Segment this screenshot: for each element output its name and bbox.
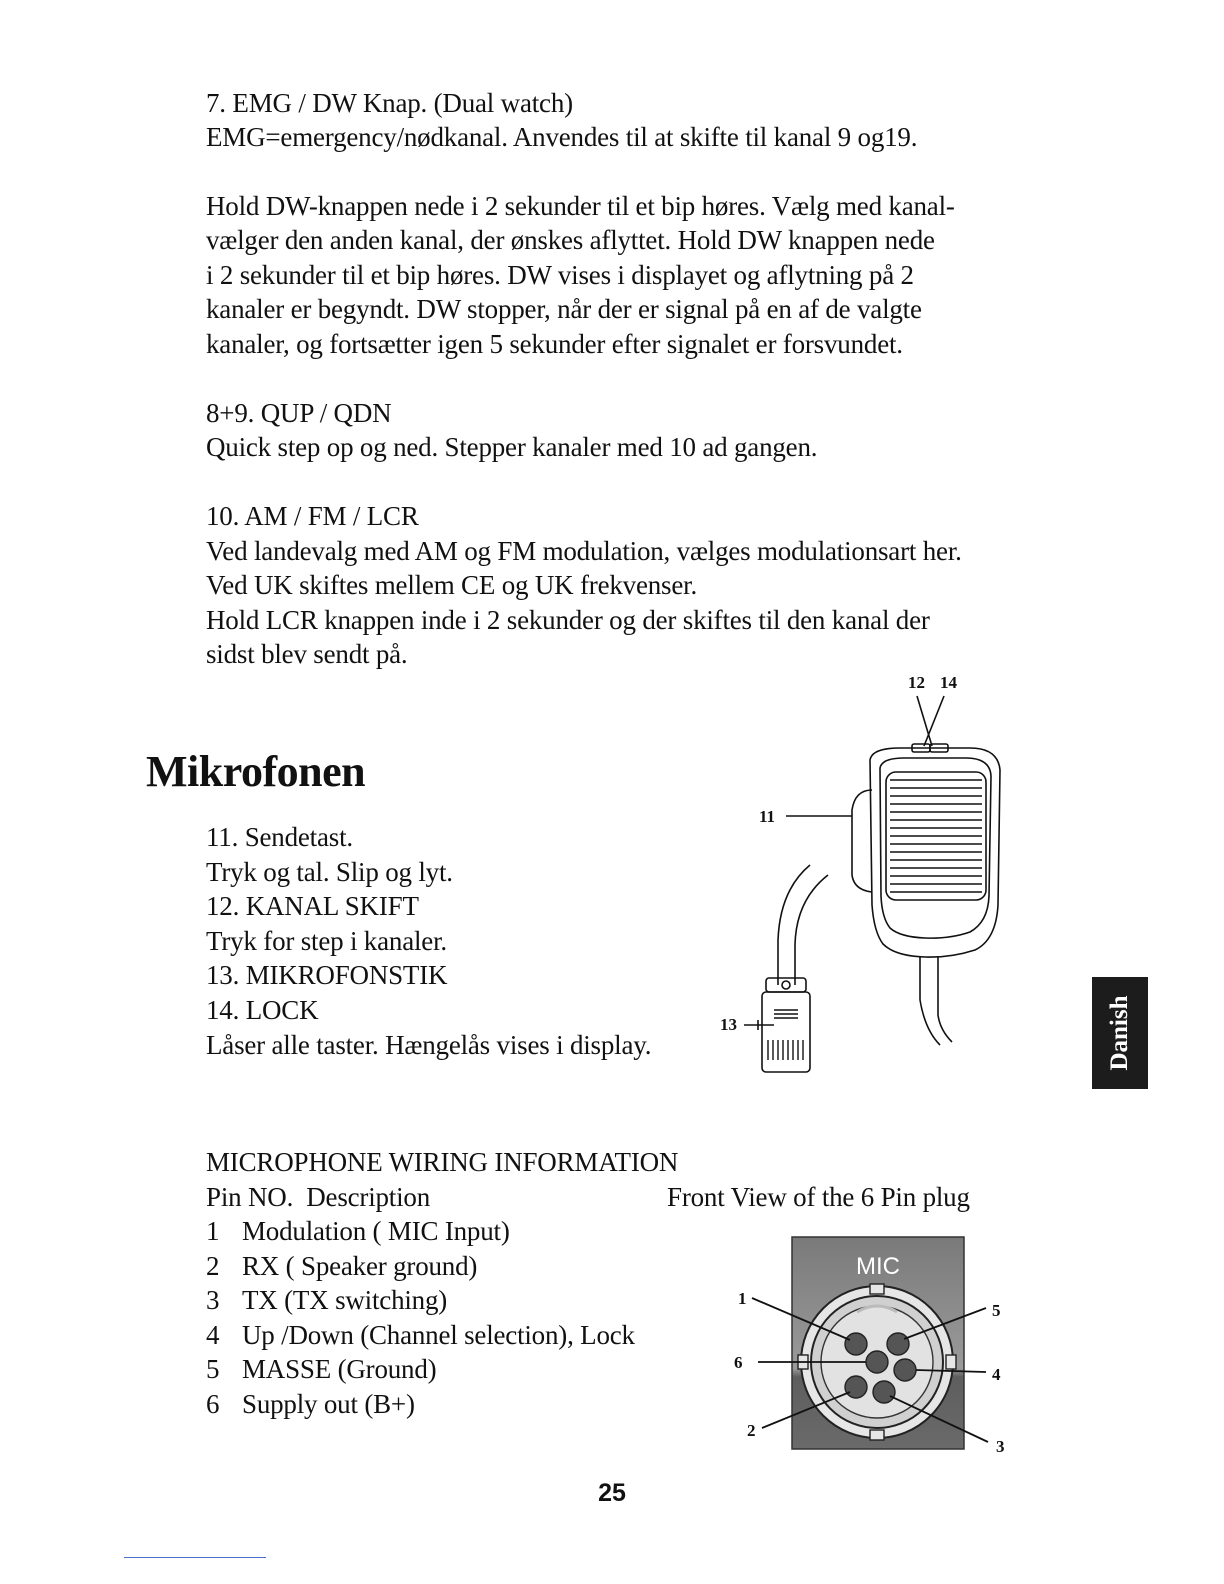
- label-13: 13: [720, 1015, 737, 1034]
- emg-description: EMG=emergency/nødkanal. Anvendes til at skifte til kanal 9 og19.: [206, 122, 918, 152]
- pin-row: [206, 1283, 447, 1318]
- pin-row: [206, 1214, 510, 1249]
- pin-number: 5: [206, 1354, 220, 1384]
- plug-pin-2: 2: [747, 1421, 756, 1440]
- plug-pin-4: 4: [992, 1365, 1001, 1384]
- mic-item-line: Låser alle taster. Hængelås vises i display.: [206, 1030, 652, 1060]
- plug-pin-3: 3: [996, 1437, 1005, 1456]
- wiring-title: MICROPHONE WIRING INFORMATION: [206, 1147, 679, 1177]
- pin-number: 3: [206, 1285, 220, 1315]
- pin-description: Modulation ( MIC Input): [242, 1216, 510, 1246]
- mic-item-line: 12. KANAL SKIFT: [206, 891, 419, 921]
- mic-item-line: Tryk for step i kanaler.: [206, 926, 447, 956]
- pin-number: 6: [206, 1389, 220, 1419]
- mic-item-line: 11. Sendetast.: [206, 822, 353, 852]
- pin-description: RX ( Speaker ground): [242, 1251, 478, 1281]
- microphone-illustration: [700, 660, 1040, 1090]
- pin-number: 4: [206, 1320, 220, 1350]
- col-desc-header: Description: [306, 1182, 431, 1212]
- am-line: sidst blev sendt på.: [206, 639, 408, 669]
- emg-paragraph-line: i 2 sekunder til et bip høres. DW vises i displayet og aflytning på 2: [206, 260, 914, 290]
- pin-row: [206, 1387, 415, 1422]
- plug-mic-label: MIC: [856, 1253, 900, 1280]
- am-line: Ved landevalg med AM og FM modulation, vælges modulationsart her.: [206, 536, 962, 566]
- pin-row: [206, 1318, 635, 1353]
- plug-pin-1: 1: [738, 1289, 747, 1308]
- label-14: 14: [940, 673, 957, 692]
- emg-paragraph-line: vælger den anden kanal, der ønskes aflyttet. Hold DW knappen nede: [206, 225, 935, 255]
- mic-item-line: 13. MIKROFONSTIK: [206, 960, 448, 990]
- emg-paragraph-line: Hold DW-knappen nede i 2 sekunder til et bip høres. Vælg med kanal-: [206, 191, 955, 221]
- pin-description: MASSE (Ground): [242, 1354, 437, 1384]
- am-line: Ved UK skiftes mellem CE og UK frekvenser.: [206, 570, 697, 600]
- pin-description: Up /Down (Channel selection), Lock: [242, 1320, 635, 1350]
- label-11: 11: [759, 807, 776, 826]
- emg-title: 7. EMG / DW Knap. (Dual watch): [206, 88, 573, 118]
- pin-description: Supply out (B+): [242, 1389, 415, 1419]
- page-number: 25: [598, 1479, 626, 1507]
- language-tab: [1092, 977, 1148, 1089]
- col-pin-header: Pin NO.: [206, 1182, 294, 1212]
- pin-number: 1: [206, 1216, 220, 1246]
- emg-paragraph-line: kanaler, og fortsætter igen 5 sekunder efter signalet er forsvundet.: [206, 329, 903, 359]
- mic-item-line: Tryk og tal. Slip og lyt.: [206, 857, 453, 887]
- language-tab-label: Danish: [1106, 995, 1133, 1071]
- am-line: Hold LCR knappen inde i 2 sekunder og der skiftes til den kanal der: [206, 605, 930, 635]
- pin-description: TX (TX switching): [242, 1285, 448, 1315]
- label-12: 12: [908, 673, 925, 692]
- pin-number: 2: [206, 1251, 220, 1281]
- plug-front-view: [720, 1232, 1020, 1462]
- am-title: 10. AM / FM / LCR: [206, 501, 419, 531]
- wiring-header: [206, 1180, 430, 1215]
- pin-row: [206, 1249, 477, 1284]
- emg-paragraph-line: kanaler er begyndt. DW stopper, når der er signal på en af de valgte: [206, 294, 922, 324]
- qup-description: Quick step op og ned. Stepper kanaler med 10 ad gangen.: [206, 432, 818, 462]
- plug-pin-5: 5: [992, 1301, 1001, 1320]
- pin-row: [206, 1352, 436, 1387]
- footnote-separator: [124, 1557, 266, 1558]
- section-heading: Mikrofonen: [146, 747, 366, 796]
- front-view-label: Front View of the 6 Pin plug: [667, 1182, 970, 1212]
- mic-item-line: 14. LOCK: [206, 995, 319, 1025]
- qup-title: 8+9. QUP / QDN: [206, 398, 392, 428]
- plug-pin-6: 6: [734, 1353, 743, 1372]
